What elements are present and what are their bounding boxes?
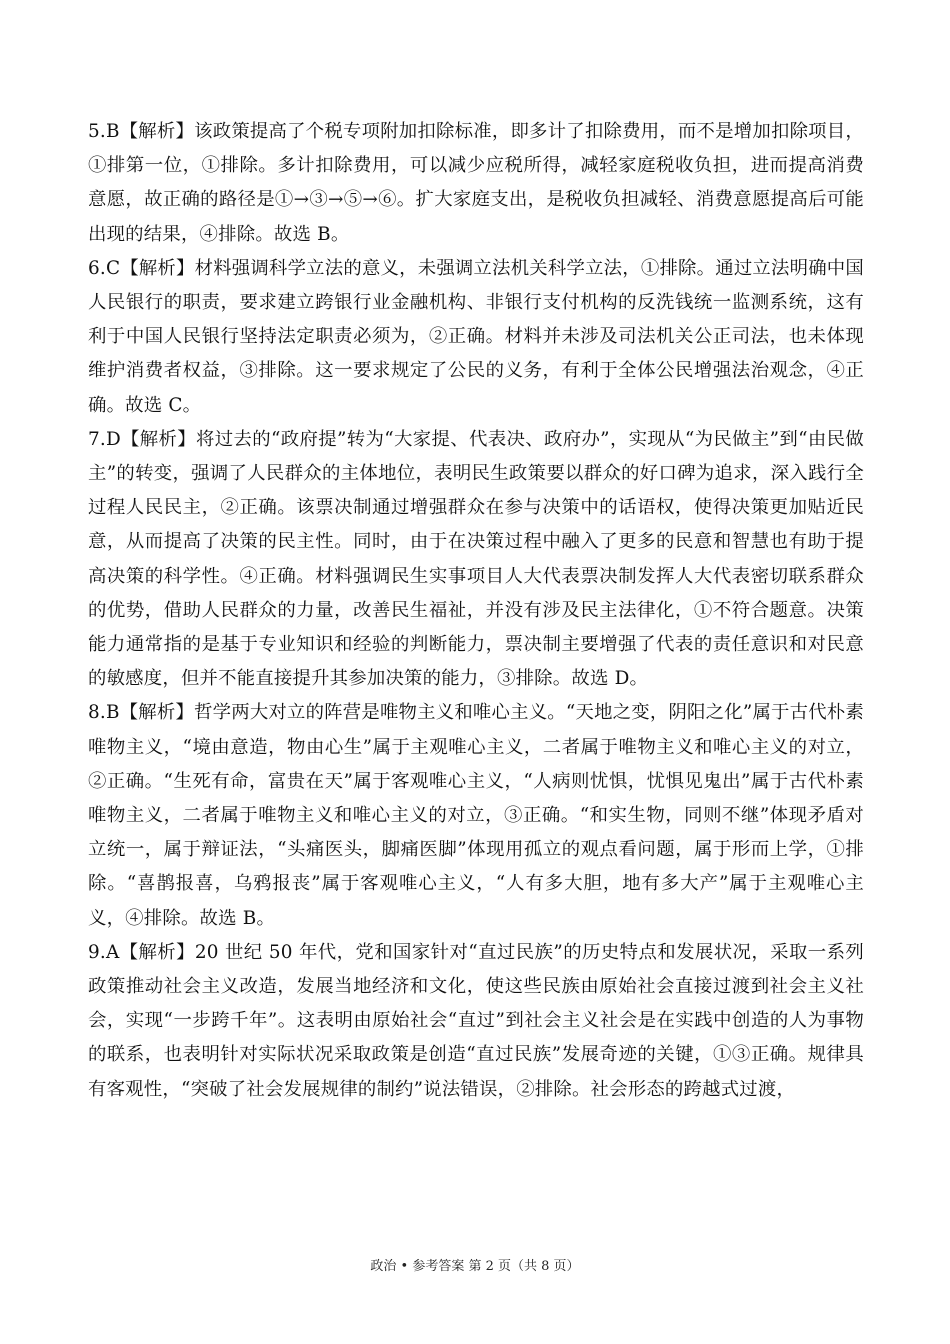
answer-q8: 8.B【解析】哲学两大对立的阵营是唯物主义和唯心主义。“天地之变，阴阳之化”属于古代朴素唯物主义，“境由意造，物由心生”属于主观唯心主义，二者属于唯物主义和唯心主义的对立，②正确。“生死有命，富贵在天”属于客观唯心主义，“人病则忧惧，忧惧见鬼出”属于古代朴素唯物主义，二者属于唯物主义和唯心主义的对立，③正确。“和实生物，同则不继”体现矛盾对立统一，属于辩证法，“头痛医头，脚痛医脚”体现用孤立的观点看问题，属于形而上学，①排除。“喜鹊报喜，乌鸦报丧”属于客观唯心主义，“人有多大胆，地有多大产”属于主观唯心主义，④排除。故选 B。: [88, 702, 864, 929]
answer-q7: 7.D【解析】将过去的“政府提”转为“大家提、代表决、政府办”，实现从“为民做主”到“由民做主”的转变，强调了人民群众的主体地位，表明民生政策要以群众的好口碑为追求，深入践行全过程人民民主，②正确。该票决制通过增强群众在参与决策中的话语权，使得决策更加贴近民意，从而提高了决策的民主性。同时，由于在决策过程中融入了更多的民意和智慧也有助于提高决策的科学性。④正确。材料强调民生实事项目人大代表票决制发挥人大代表密切联系群众的优势，借助人民群众的力量，改善民生福祉，并没有涉及民主法律化，①不符合题意。决策能力通常指的是基于专业知识和经验的判断能力，票决制主要增强了代表的责任意识和对民意的敏感度，但并不能直接提升其参加决策的能力，③排除。故选 D。: [88, 428, 864, 690]
answer-q5: 5.B【解析】该政策提高了个税专项附加扣除标准，即多计了扣除费用，而不是增加扣除项目，①排第一位，①排除。多计扣除费用，可以减少应税所得，减轻家庭税收负担，进而提高消费意愿，故正确的路径是①→③→⑤→⑥。扩大家庭支出，是税收负担减轻、消费意愿提高后可能出现的结果，④排除。故选 B。: [88, 121, 864, 245]
answer-q6: 6.C【解析】材料强调科学立法的意义，未强调立法机关科学立法，①排除。通过立法明确中国人民银行的职责，要求建立跨银行业金融机构、非银行支付机构的反洗钱统一监测系统，这有利于中国人民银行坚持法定职责必须为，②正确。材料并未涉及司法机关公正司法，也未体现维护消费者权益，③排除。这一要求规定了公民的义务，有利于全体公民增强法治观念，④正确。故选 C。: [88, 257, 864, 416]
page-footer: 政治 • 参考答案 第 2 页（共 8 页）: [370, 1259, 580, 1274]
answer-q9: 9.A【解析】20 世纪 50 年代，党和国家针对“直过民族”的历史特点和发展状况，采取一系列政策推动社会主义改造，发展当地经济和文化，使这些民族由原始社会直接过渡到社会主义社会，实现“一步跨千年”。这表明由原始社会“直过”到社会主义社会是在实践中创造的人为事物的联系，也表明针对实际状况采取政策是创造“直过民族”发展奇迹的关键，①③正确。规律具有客观性，“突破了社会发展规律的制约”说法错误，②排除。社会形态的跨越式过渡，: [88, 941, 864, 1100]
answer-list: [88, 115, 864, 1107]
